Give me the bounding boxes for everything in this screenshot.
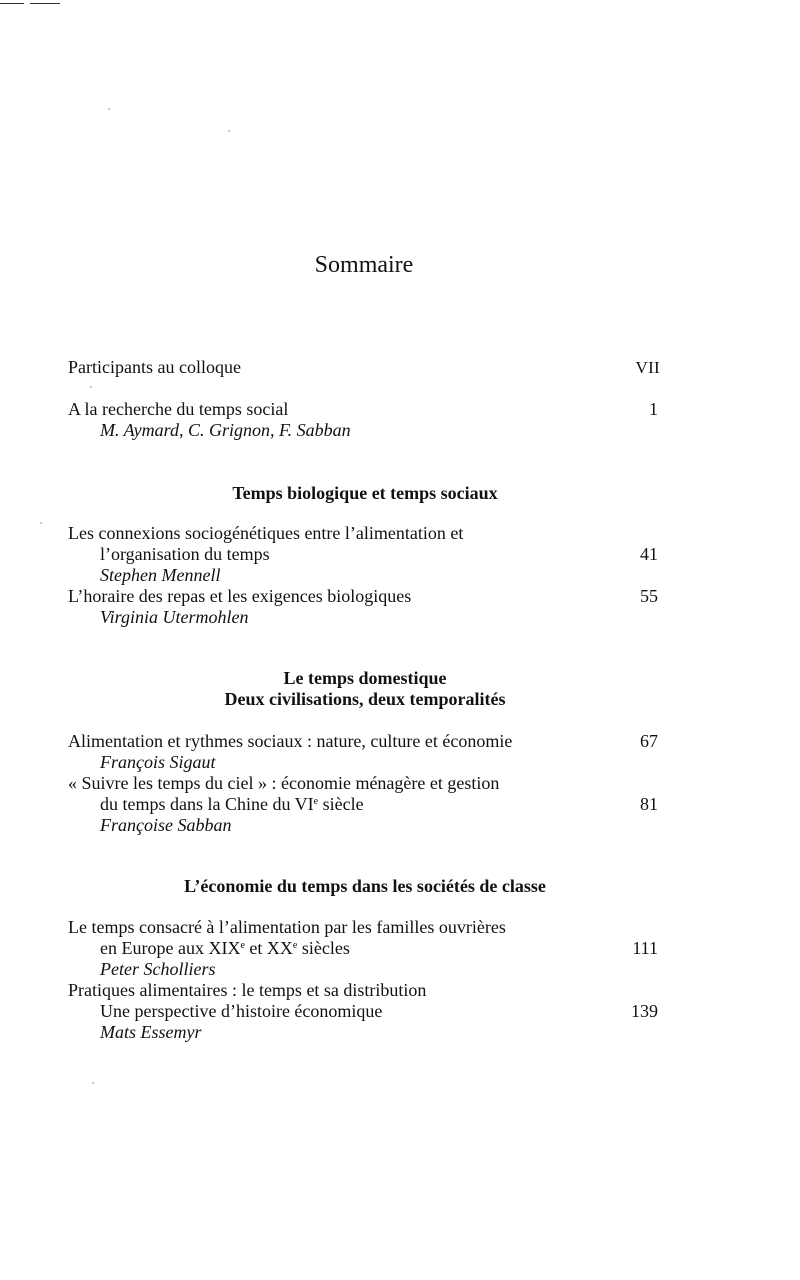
toc-entry-author <box>0 752 800 773</box>
top-rule-left <box>0 3 24 4</box>
page-number: 1 <box>649 399 658 419</box>
entry-title: Les connexions sociogénétiques entre l’alimentation et <box>68 523 464 543</box>
entry-title-continued: Une perspective d’histoire économique <box>100 1001 383 1021</box>
page-number: 55 <box>640 586 658 606</box>
toc-entry <box>0 773 800 794</box>
toc-entry <box>0 523 800 544</box>
entry-author: Stephen Mennell <box>100 565 221 585</box>
paper-speck <box>92 1082 94 1084</box>
toc-entry-author <box>0 959 800 980</box>
entry-author: François Sigaut <box>100 752 216 772</box>
entry-author: M. Aymard, C. Grignon, F. Sabban <box>100 420 351 440</box>
entry-author: Françoise Sabban <box>100 815 232 835</box>
page-number: 67 <box>640 731 658 751</box>
page-number: 111 <box>632 938 658 958</box>
page-number: 81 <box>640 794 658 814</box>
toc-entry <box>0 980 800 1001</box>
entry-title: « Suivre les temps du ciel » : économie ménagère et gestion <box>68 773 500 793</box>
page-number: VII <box>635 358 660 377</box>
toc-entry-intro <box>0 399 800 420</box>
toc-entry-continued <box>0 794 800 815</box>
toc-entry <box>0 731 800 752</box>
toc-entry-participants <box>0 357 800 378</box>
entry-title-continued: en Europe aux XIXe et XXe siècles <box>100 938 350 958</box>
toc-entry-continued <box>0 938 800 959</box>
entry-title: Alimentation et rythmes sociaux : nature, culture et économie <box>68 731 513 751</box>
section-heading: Le temps domestique <box>283 668 447 688</box>
section-heading: L’économie du temps dans les sociétés de classe <box>184 876 546 896</box>
toc-entry-intro-authors <box>0 420 800 441</box>
entry-title-continued: l’organisation du temps <box>100 544 270 564</box>
entry-author: Virginia Utermohlen <box>100 607 249 627</box>
entry-title: L’horaire des repas et les exigences biologiques <box>68 586 412 606</box>
toc-entry-continued <box>0 544 800 565</box>
toc-entry <box>0 586 800 607</box>
entry-author: Peter Scholliers <box>100 959 216 979</box>
section-subheading: Deux civilisations, deux temporalités <box>224 689 506 709</box>
top-rule-right <box>30 3 60 4</box>
entry-title: Participants au colloque <box>68 357 241 377</box>
paper-speck <box>90 386 92 388</box>
entry-title-continued: du temps dans la Chine du VIe siècle <box>100 794 364 814</box>
entry-author: Mats Essemyr <box>100 1022 202 1042</box>
toc-entry <box>0 917 800 938</box>
toc-entry-author <box>0 565 800 586</box>
toc-entry-continued <box>0 1001 800 1022</box>
paper-speck <box>108 108 110 110</box>
toc-entry-author <box>0 1022 800 1043</box>
section-heading: Temps biologique et temps sociaux <box>232 483 498 503</box>
page-number: 41 <box>640 544 658 564</box>
entry-title: Le temps consacré à l’alimentation par les familles ouvrières <box>68 917 506 937</box>
entry-title: A la recherche du temps social <box>68 399 289 419</box>
entry-title: Pratiques alimentaires : le temps et sa distribution <box>68 980 427 1000</box>
toc-entry-author <box>0 607 800 628</box>
page-title: Sommaire <box>314 252 414 278</box>
paper-speck <box>228 130 230 132</box>
toc-entry-author <box>0 815 800 836</box>
page-number: 139 <box>631 1001 658 1021</box>
